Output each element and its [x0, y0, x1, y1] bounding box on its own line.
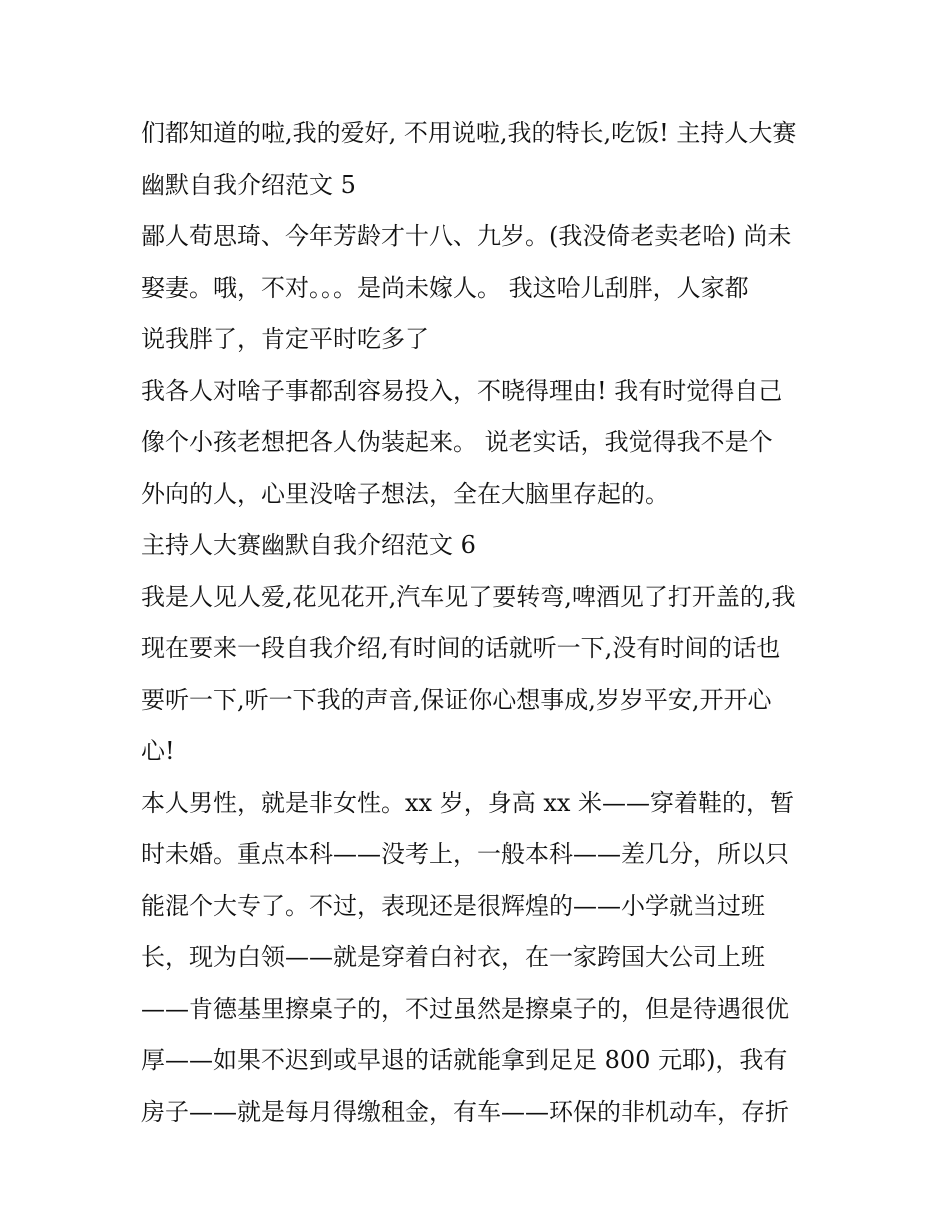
section-heading: 幽默自我介绍范文 5: [141, 170, 356, 199]
text-line: 们都知道的啦,我的爱好, 不用说啦,我的特长,吃饭! 主持人大赛: [141, 119, 797, 147]
section-heading: 主持人大赛幽默自我介绍范文 6: [141, 531, 476, 559]
text-line: 时未婚。重点本科——没考上，一般本科——差几分，所以只: [141, 840, 789, 868]
text-line: 房子——就是每月得缴租金，有车——环保的非机动车，存折: [141, 1097, 789, 1126]
text-line: 长，现为白领——就是穿着白衬衣，在一家跨国大公司上班: [141, 943, 765, 971]
body-text: [141, 108, 821, 1138]
text-line: 能混个大专了。不过，表现还是很辉煌的——小学就当过班: [141, 891, 765, 920]
text-line: 鄙人荀思琦、今年芳龄才十八、九岁。(我没倚老卖老哈) 尚未: [141, 222, 792, 250]
text-line: 心!: [141, 737, 175, 765]
text-line: 我各人对啥子事都刮容易投入，不晓得理由! 我有时觉得自己: [141, 376, 783, 405]
text-line: ——肯德基里擦桌子的，不过虽然是擦桌子的，但是待遇很优: [141, 994, 789, 1023]
text-line: 说我胖了，肯定平时吃多了: [141, 325, 429, 353]
text-line: 我是人见人爱,花见花开,汽车见了要转弯,啤酒见了打开盖的,我: [141, 582, 796, 611]
text-line: 外向的人，心里没啥子想法，全在大脑里存起的。: [141, 479, 669, 508]
text-line: 本人男性，就是非女性。xx 岁，身高 xx 米——穿着鞋的，暂: [141, 788, 795, 817]
text-line: 现在要来一段自我介绍,有时间的话就听一下,没有时间的话也: [141, 634, 781, 662]
text-line: 像个小孩老想把各人伪装起来。 说老实话，我觉得我不是个: [141, 428, 773, 456]
text-line: 厚——如果不迟到或早退的话就能拿到足足 800 元耶)，我有: [141, 1046, 788, 1074]
text-line: 要听一下,听一下我的声音,保证你心想事成,岁岁平安,开开心: [141, 685, 772, 714]
text-line: 娶妻。哦，不对。。。是尚未嫁人。 我这哈儿刮胖，人家都: [141, 273, 749, 302]
